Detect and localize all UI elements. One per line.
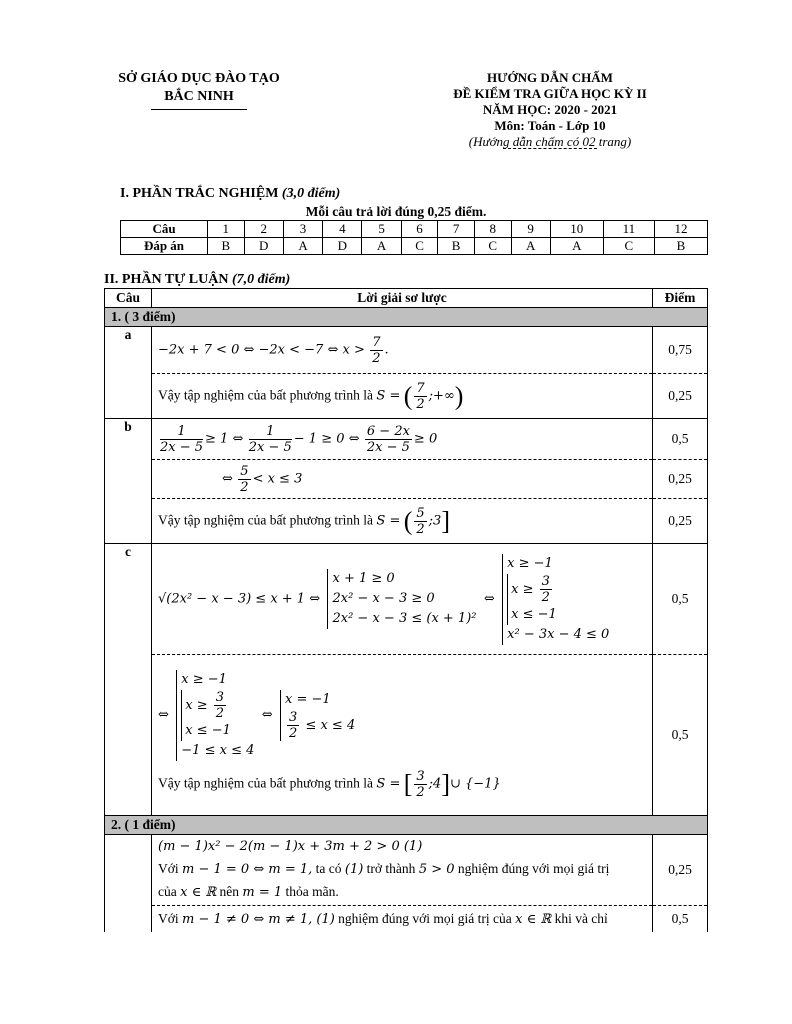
solution-step: $\frac{1}{2x - 5}$ ≥ 1 ⇔ $\frac{1}{2x - 5}$ − 1 ≥ 0 ⇔ $\frac{6 - 2x}{2x - 5}$ ≥ 0	[152, 419, 653, 460]
text: ta có	[315, 861, 342, 876]
answer-letter: C	[603, 238, 654, 255]
score: 0,75	[653, 327, 708, 374]
col-solution-header: Lời giải sơ lược	[152, 289, 653, 308]
question-number: 3	[283, 221, 322, 238]
solution-row	[105, 544, 708, 655]
score: 0,5	[653, 419, 708, 460]
question-number: 5	[362, 221, 401, 238]
text: của	[158, 884, 177, 899]
answer-letter: C	[474, 238, 511, 255]
col-question-header: Câu	[105, 289, 152, 308]
text: nghiệm đúng với mọi giá trị	[457, 861, 610, 876]
question-number: 1	[208, 221, 245, 238]
answer-letter: B	[654, 238, 707, 255]
section1-heading	[120, 186, 340, 202]
main-inequality: (m − 1)x² − 2(m − 1)x + 3m + 2 > 0 (1)	[158, 839, 423, 854]
score: 0,25	[653, 835, 708, 906]
score: 0,5	[653, 655, 708, 816]
system-of-inequalities: x + 1 ≥ 0 2x² − x − 3 ≥ 0 2x² − x − 3 ≤ (x + 1)²	[327, 569, 476, 629]
text: trở thành	[366, 861, 416, 876]
question-label-c: c	[105, 544, 152, 816]
org-line-1: SỞ GIÁO DỤC ĐÀO TẠO	[118, 71, 280, 86]
section1-points: (3,0 điểm)	[281, 186, 341, 201]
answer-letter: B	[208, 238, 245, 255]
question-number: 9	[511, 221, 550, 238]
score: 0,25	[653, 460, 708, 499]
solution-row	[105, 374, 708, 419]
answer-letter: A	[283, 238, 322, 255]
answer-letter: C	[401, 238, 438, 255]
question-number: 12	[654, 221, 707, 238]
conclusion-text: Vậy tập nghiệm của bất phương trình là	[158, 512, 374, 528]
conclusion-text: Vậy tập nghiệm của bất phương trình là	[158, 775, 374, 791]
doc-title-2: ĐỀ KIỂM TRA GIỮA HỌC KỲ II	[453, 86, 647, 101]
score: 0,5	[653, 906, 708, 933]
solution-row	[105, 499, 708, 544]
text: thỏa mãn.	[285, 884, 339, 899]
answer-row-label: Đáp án	[121, 238, 208, 255]
answer-letter: A	[550, 238, 603, 255]
question-number: 10	[550, 221, 603, 238]
solution-table	[104, 288, 708, 932]
solution-row	[105, 655, 708, 816]
question-row-label: Câu	[121, 221, 208, 238]
answer-key-answer-row	[121, 238, 708, 255]
text: Với	[158, 861, 179, 876]
question-number: 4	[323, 221, 362, 238]
section2-heading	[104, 272, 290, 288]
section2-points: (7,0 điểm)	[231, 272, 291, 287]
solution-row	[105, 906, 708, 933]
solution-step: (m − 1)x² − 2(m − 1)x + 3m + 2 > 0 (1) Với m − 1 = 0 ⇔ m = 1, ta có (1) trở thành 5 > 0 nghiệm đúng với mọi giá trị của x ∈ ℝ nên m = 1 thỏa mãn.	[152, 835, 653, 906]
solution-conclusion: Vậy tập nghiệm của bất phương trình là S = [ $\frac{3}{2}$ ;4]∪ {−1}	[158, 769, 501, 800]
text: Với	[158, 911, 179, 926]
doc-title-1: HƯỚNG DẪN CHẤM	[487, 70, 613, 85]
org-underline	[151, 109, 247, 110]
doc-title-5: (Hướng dẫn chấm có 02 trang)	[468, 134, 632, 149]
section1-note: Mỗi câu trả lời đúng 0,25 điểm.	[305, 204, 487, 219]
part2-row	[105, 816, 708, 835]
solution-step: ⇔ x ≥ −1 x ≥ $\frac{3}{2}$ x ≤ −1 −1 ≤ x ≤ 4 ⇔ x = −1 $\frac{3}{2}$ ≤ x ≤ 4 Vậy tập nghiệm của bất phương trình là S = [ $\frac{3}{2}$ ;4]∪ {−1}	[152, 655, 653, 816]
question-label-a: a	[105, 327, 152, 419]
answer-key-table	[120, 220, 708, 255]
answer-letter: D	[244, 238, 283, 255]
doc-title-3: NĂM HỌC: 2020 - 2021	[482, 102, 618, 117]
question-number: 7	[438, 221, 475, 238]
solution-table-header	[105, 289, 708, 308]
system-of-inequalities: x ≥ −1 x ≥ $\frac{3}{2}$ x ≤ −1 −1 ≤ x ≤ 4	[176, 670, 254, 761]
header-title-block	[410, 70, 690, 149]
score: 0,25	[653, 374, 708, 419]
answer-letter: D	[323, 238, 362, 255]
org-line-2: BẮC NINH	[164, 89, 234, 104]
solution-step: ⇔ $\frac{5}{2}$ < x ≤ 3	[152, 460, 653, 499]
doc-title-4: Môn: Toán - Lớp 10	[494, 118, 606, 133]
question-label-2	[105, 835, 152, 933]
answer-letter: B	[438, 238, 475, 255]
part2-label: 2. ( 1 điểm)	[105, 816, 708, 835]
text: nghiệm đúng với mọi giá trị của	[338, 911, 512, 926]
solution-row	[105, 419, 708, 460]
union-of-sets: x = −1 $\frac{3}{2}$ ≤ x ≤ 4	[280, 690, 355, 741]
solution-step: √(2x² − x − 3) ≤ x + 1 ⇔ x + 1 ≥ 0 2x² − x − 3 ≥ 0 2x² − x − 3 ≤ (x + 1)² ⇔ x ≥ −1 x ≥ $\frac{3}{2}$ x ≤ −1 x² − 3x − 4 ≤ 0	[152, 544, 653, 655]
solution-conclusion: Vậy tập nghiệm của bất phương trình là S = ( $\frac{5}{2}$ ;3]	[152, 499, 653, 544]
fraction: $\frac{7}{2}$	[372, 334, 381, 366]
part1-row	[105, 308, 708, 327]
solution-step: Với m − 1 ≠ 0 ⇔ m ≠ 1, (1) nghiệm đúng với mọi giá trị của x ∈ ℝ khi và chỉ	[152, 906, 653, 933]
score: 0,5	[653, 544, 708, 655]
question-number: 2	[244, 221, 283, 238]
part1-label: 1. ( 3 điểm)	[105, 308, 708, 327]
solution-conclusion: Vậy tập nghiệm của bất phương trình là S = ( $\frac{7}{2}$ ;+∞)	[152, 374, 653, 419]
solution-row	[105, 835, 708, 906]
conclusion-text: Vậy tập nghiệm của bất phương trình là	[158, 387, 374, 403]
text: nên	[219, 884, 240, 899]
section2-title: II. PHẦN TỰ LUẬN	[104, 272, 229, 287]
solution-row	[105, 460, 708, 499]
header-organization	[104, 70, 294, 110]
question-number: 11	[603, 221, 654, 238]
question-label-b: b	[105, 419, 152, 544]
answer-letter: A	[511, 238, 550, 255]
section1-title: I. PHẦN TRẮC NGHIỆM	[120, 186, 279, 201]
solution-step: −2x + 7 < 0 ⇔ −2x < −7 ⇔ x > $\frac{7}{2}$ .	[152, 327, 653, 374]
text: khi và chỉ	[554, 911, 608, 926]
question-number: 6	[401, 221, 438, 238]
col-score-header: Điểm	[653, 289, 708, 308]
score: 0,25	[653, 499, 708, 544]
answer-letter: A	[362, 238, 401, 255]
answer-key-question-row	[121, 221, 708, 238]
question-number: 8	[474, 221, 511, 238]
solution-row	[105, 327, 708, 374]
system-of-inequalities: x ≥ −1 x ≥ $\frac{3}{2}$ x ≤ −1 x² − 3x − 4 ≤ 0	[502, 554, 609, 645]
